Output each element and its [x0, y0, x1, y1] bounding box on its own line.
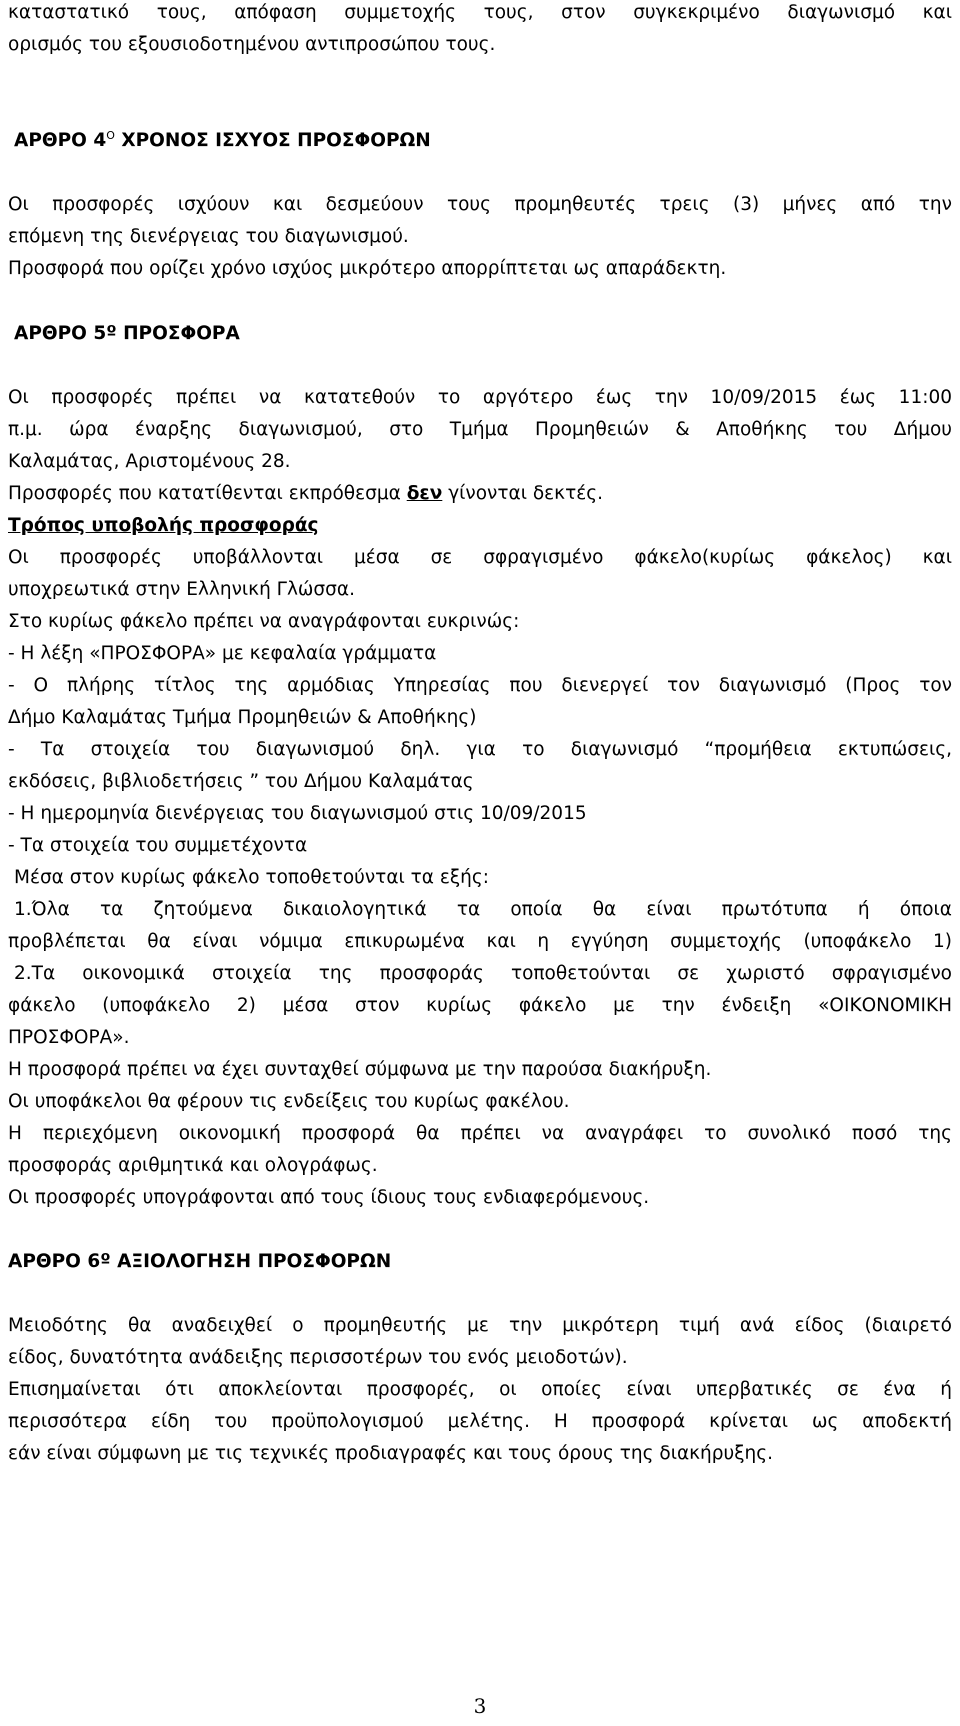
text-line: εάν είναι σύμφωνη με τις τεχνικές προδιαγραφές και τους όρους της διακήρυξης.: [8, 1443, 774, 1464]
text-line: π.μ. ώρα έναρξης διαγωνισμού, στο Τμήμα Προμηθειών & Αποθήκης του Δήμου: [8, 419, 952, 440]
text-line: ΠΡΟΣΦΟΡΑ».: [8, 1027, 130, 1048]
text-line: Δήμο Καλαμάτας Τμήμα Προμηθειών & Αποθήκης): [8, 707, 477, 728]
emphasis-not: δεν: [406, 483, 443, 504]
subheading-submission: Τρόπος υποβολής προσφοράς: [8, 515, 319, 536]
text-line: Καλαμάτας, Αριστομένους 28.: [8, 451, 291, 472]
text-line: προβλέπεται θα είναι νόμιμα επικυρωμένα και η εγγύηση συμμετοχής (υποφάκελο 1): [8, 931, 952, 952]
text-line: Στο κυρίως φάκελο πρέπει να αναγράφονται ευκρινώς:: [8, 611, 520, 632]
text-line: Προσφορά που ορίζει χρόνο ισχύος μικρότερο απορρίπτεται ως απαράδεκτη.: [8, 258, 727, 279]
text-line: Οι προσφορές υπογράφονται από τους ίδιους τους ενδιαφερόμενους.: [8, 1187, 650, 1208]
article-4-heading: ΑΡΘΡΟ $4^O$ ΧΡΟΝΟΣ ΙΣΧΥΟΣ ΠΡΟΣΦΟΡΩΝ: [14, 129, 431, 151]
text-line: Μειοδότης θα αναδειχθεί ο προμηθευτής με την μικρότερη τιμή ανά είδος (διαιρετό: [8, 1315, 952, 1336]
text-line: Οι προσφορές υποβάλλονται μέσα σε σφραγισμένο φάκελο(κυρίως φάκελος) και: [8, 547, 952, 568]
text-line: φάκελο (υποφάκελο 2) μέσα στον κυρίως φάκελο με την ένδειξη «ΟΙΚΟΝΟΜΙΚΗ: [8, 995, 952, 1016]
text-line: Προσφορές που κατατίθενται εκπρόθεσμα δεν γίνονται δεκτές.: [8, 483, 603, 504]
numbered-item: 1.Όλα τα ζητούμενα δικαιολογητικά τα οποία θα είναι πρωτότυπα ή όποια: [14, 899, 952, 920]
list-item: - Η λέξη «ΠΡΟΣΦΟΡΑ» με κεφαλαία γράμματα: [8, 643, 437, 664]
text-line: προσφοράς αριθμητικά και ολογράφως.: [8, 1155, 378, 1176]
text-line: Η περιεχόμενη οικονομική προσφορά θα πρέπει να αναγράφει το συνολικό ποσό της: [8, 1123, 952, 1144]
text-line: περισσότερα είδη του προϋπολογισμού μελέτης. Η προσφορά κρίνεται ως αποδεκτή: [8, 1411, 952, 1432]
text-line: καταστατικό τους, απόφαση συμμετοχής τους, στον συγκεκριμένο διαγωνισμό και: [8, 2, 952, 23]
article-6-heading: ΑΡΘΡΟ 6º ΑΞΙΟΛΟΓΗΣΗ ΠΡΟΣΦΟΡΩΝ: [8, 1251, 392, 1272]
text-line: ορισμός του εξουσιοδοτημένου αντιπροσώπου τους.: [8, 34, 496, 55]
text-line: Οι προσφορές πρέπει να κατατεθούν το αργότερο έως την 10/09/2015 έως 11:00: [8, 387, 952, 408]
article-5-heading: ΑΡΘΡΟ 5º ΠΡΟΣΦΟΡΑ: [14, 323, 240, 344]
text-line: Μέσα στον κυρίως φάκελο τοποθετούνται τα εξής:: [14, 867, 489, 888]
list-item: - Τα στοιχεία του συμμετέχοντα: [8, 835, 308, 856]
text-line: είδος, δυνατότητα ανάδειξης περισσοτέρων του ενός μειοδοτών).: [8, 1347, 628, 1368]
list-item: - Τα στοιχεία του διαγωνισμού δηλ. για το διαγωνισμό “προμήθεια εκτυπώσεις,: [8, 739, 952, 760]
text-line: Η προσφορά πρέπει να έχει συνταχθεί σύμφωνα με την παρούσα διακήρυξη.: [8, 1059, 712, 1080]
list-item: - Ο πλήρης τίτλος της αρμόδιας Υπηρεσίας που διενεργεί τον διαγωνισμό (Προς τον: [8, 675, 952, 696]
text-line: υποχρεωτικά στην Ελληνική Γλώσσα.: [8, 579, 355, 600]
text-line: επόμενη της διενέργειας του διαγωνισμού.: [8, 226, 409, 247]
list-item: - Η ημερομηνία διενέργειας του διαγωνισμού στις 10/09/2015: [8, 803, 587, 824]
text-line: Οι υποφάκελοι θα φέρουν τις ενδείξεις του κυρίως φακέλου.: [8, 1091, 570, 1112]
page-number: 3: [473, 1694, 487, 1718]
text-line: Οι προσφορές ισχύουν και δεσμεύουν τους προμηθευτές τρεις (3) μήνες από την: [8, 194, 952, 215]
numbered-item: 2.Τα οικονομικά στοιχεία της προσφοράς τοποθετούνται σε χωριστό σφραγισμένο: [14, 963, 952, 984]
text-line: εκδόσεις, βιβλιοδετήσεις ” του Δήμου Καλαμάτας: [8, 771, 474, 792]
text-line: Επισημαίνεται ότι αποκλείονται προσφορές, οι οποίες είναι υπερβατικές σε ένα ή: [8, 1379, 952, 1400]
